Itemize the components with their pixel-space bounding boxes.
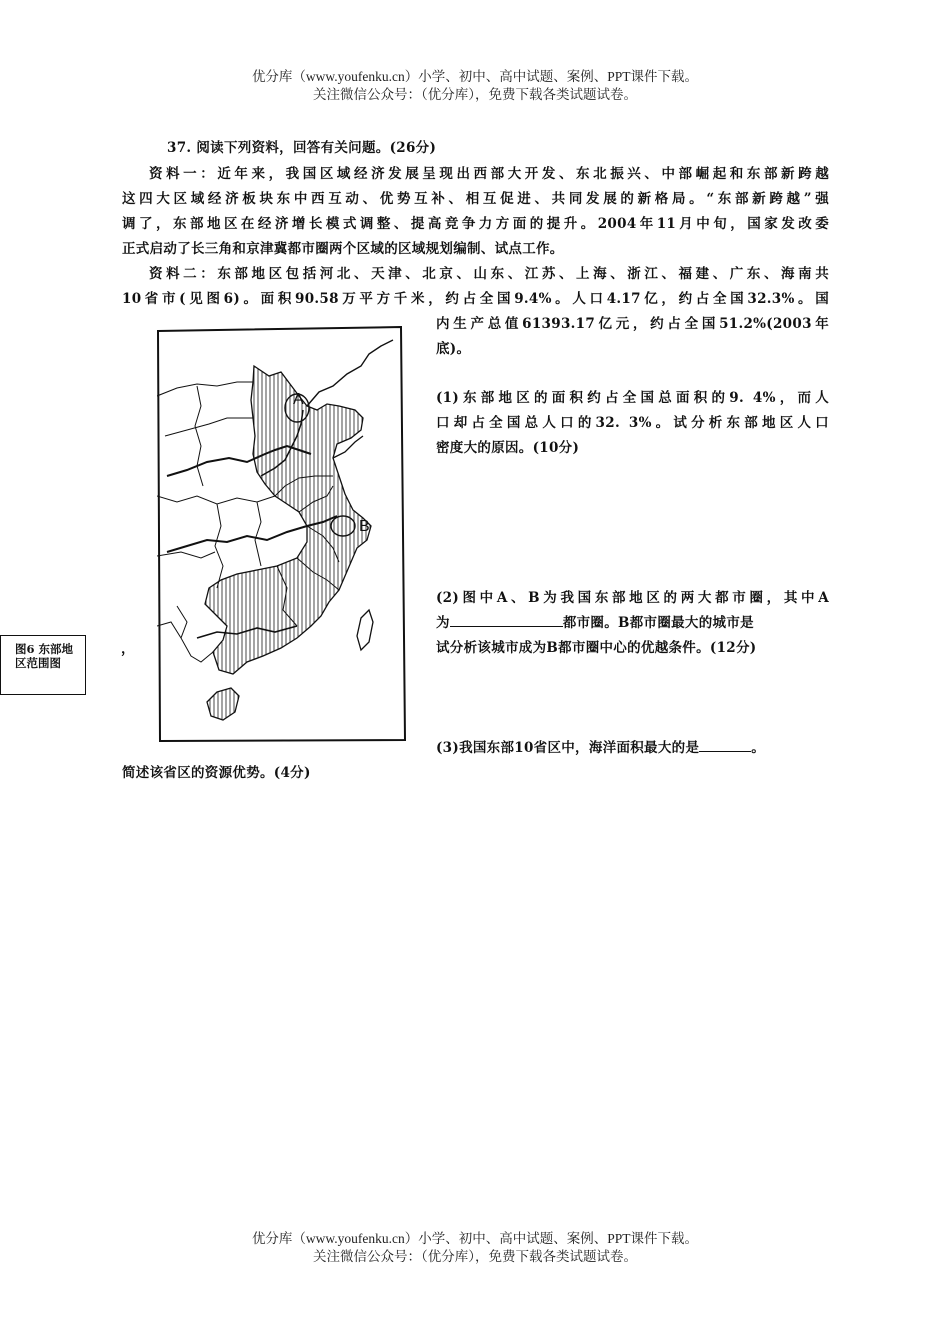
q2-line-2-suffix: 都市圈。B都市圈最大的城市是 [562, 615, 754, 631]
material-1-line-1: 资料一：近年来，我国区域经济发展呈现出西部大开发、东北振兴、中部崛起和东部新跨越 [149, 166, 829, 182]
q2-line-2-prefix: 为 [436, 615, 450, 631]
map-label-a: A [293, 391, 304, 408]
q2-line-1: (2)图中A、B为我国东部地区的两大都市圈，其中A [436, 590, 829, 606]
q3-line-1-prefix: (3)我国东部10省区中，海洋面积最大的是 [436, 740, 700, 756]
q1-line-3: 密度大的原因。(10分) [436, 440, 580, 456]
material-1-line-3: 调了，东部地区在经济增长模式调整、提高竞争力方面的提升。2004年11月中旬，国家发改委 [122, 216, 829, 232]
q3-answer-blank[interactable] [699, 736, 751, 752]
material-1-line-4: 正式启动了长三角和京津冀都市圈两个区域的区域规划编制、试点工作。 [122, 241, 564, 257]
q1-line-1: (1)东部地区的面积约占全国总面积的9. 4%，而人 [436, 390, 829, 406]
map-label-b: B [359, 518, 370, 535]
q2-line-3: 试分析该城市成为B都市圈中心的优越条件。(12分) [436, 640, 757, 656]
page-footer-line-1: 优分库（www.youfenku.cn）小学、初中、高中试题、案例、PPT课件下载。 [251, 1231, 699, 1246]
q2-answer-blank-a[interactable] [450, 611, 563, 627]
page-header-line-1: 优分库（www.youfenku.cn）小学、初中、高中试题、案例、PPT课件下载。 [251, 69, 699, 84]
q1-line-2: 口却占全国总人口的32. 3%。试分析东部地区人口 [436, 415, 829, 431]
page-header-line-2: 关注微信公众号：（优分库），免费下载各类试题试卷。 [313, 87, 637, 102]
material-2-line-1: 资料二：东部地区包括河北、天津、北京、山东、江苏、上海、浙江、福建、广东、海南共 [149, 266, 829, 282]
material-2-line-2: 10省市(见图6)。面积90.58万平方千米，约占全国9.4%。人口4.17亿，约占全国32.3%。国 [122, 291, 829, 307]
page-footer-line-2: 关注微信公众号：（优分库），免费下载各类试题试卷。 [313, 1249, 637, 1264]
figure-caption: 图6 东部地区范围图 [0, 635, 86, 695]
question-title: 37. 阅读下列资料，回答有关问题。(26分) [167, 140, 437, 156]
q3-line-1-suffix: 。 [751, 740, 766, 756]
material-2-line-3: 内生产总值61393.17亿元，约占全国51.2%(2003年 [436, 316, 829, 332]
stray-comma: ， [121, 641, 135, 657]
material-2-line-4: 底)。 [436, 341, 471, 357]
material-1-line-2: 这四大区域经济板块东中西互动、优势互补、相互促进、共同发展的新格局。“东部新跨越”强 [122, 191, 829, 207]
q3-line-2: 简述该省区的资源优势。(4分) [122, 765, 311, 781]
east-china-map [157, 326, 407, 746]
q3-line-1 [436, 736, 765, 762]
hainan-island [207, 688, 239, 720]
taiwan-island [357, 610, 373, 650]
q2-line-2 [436, 611, 829, 637]
